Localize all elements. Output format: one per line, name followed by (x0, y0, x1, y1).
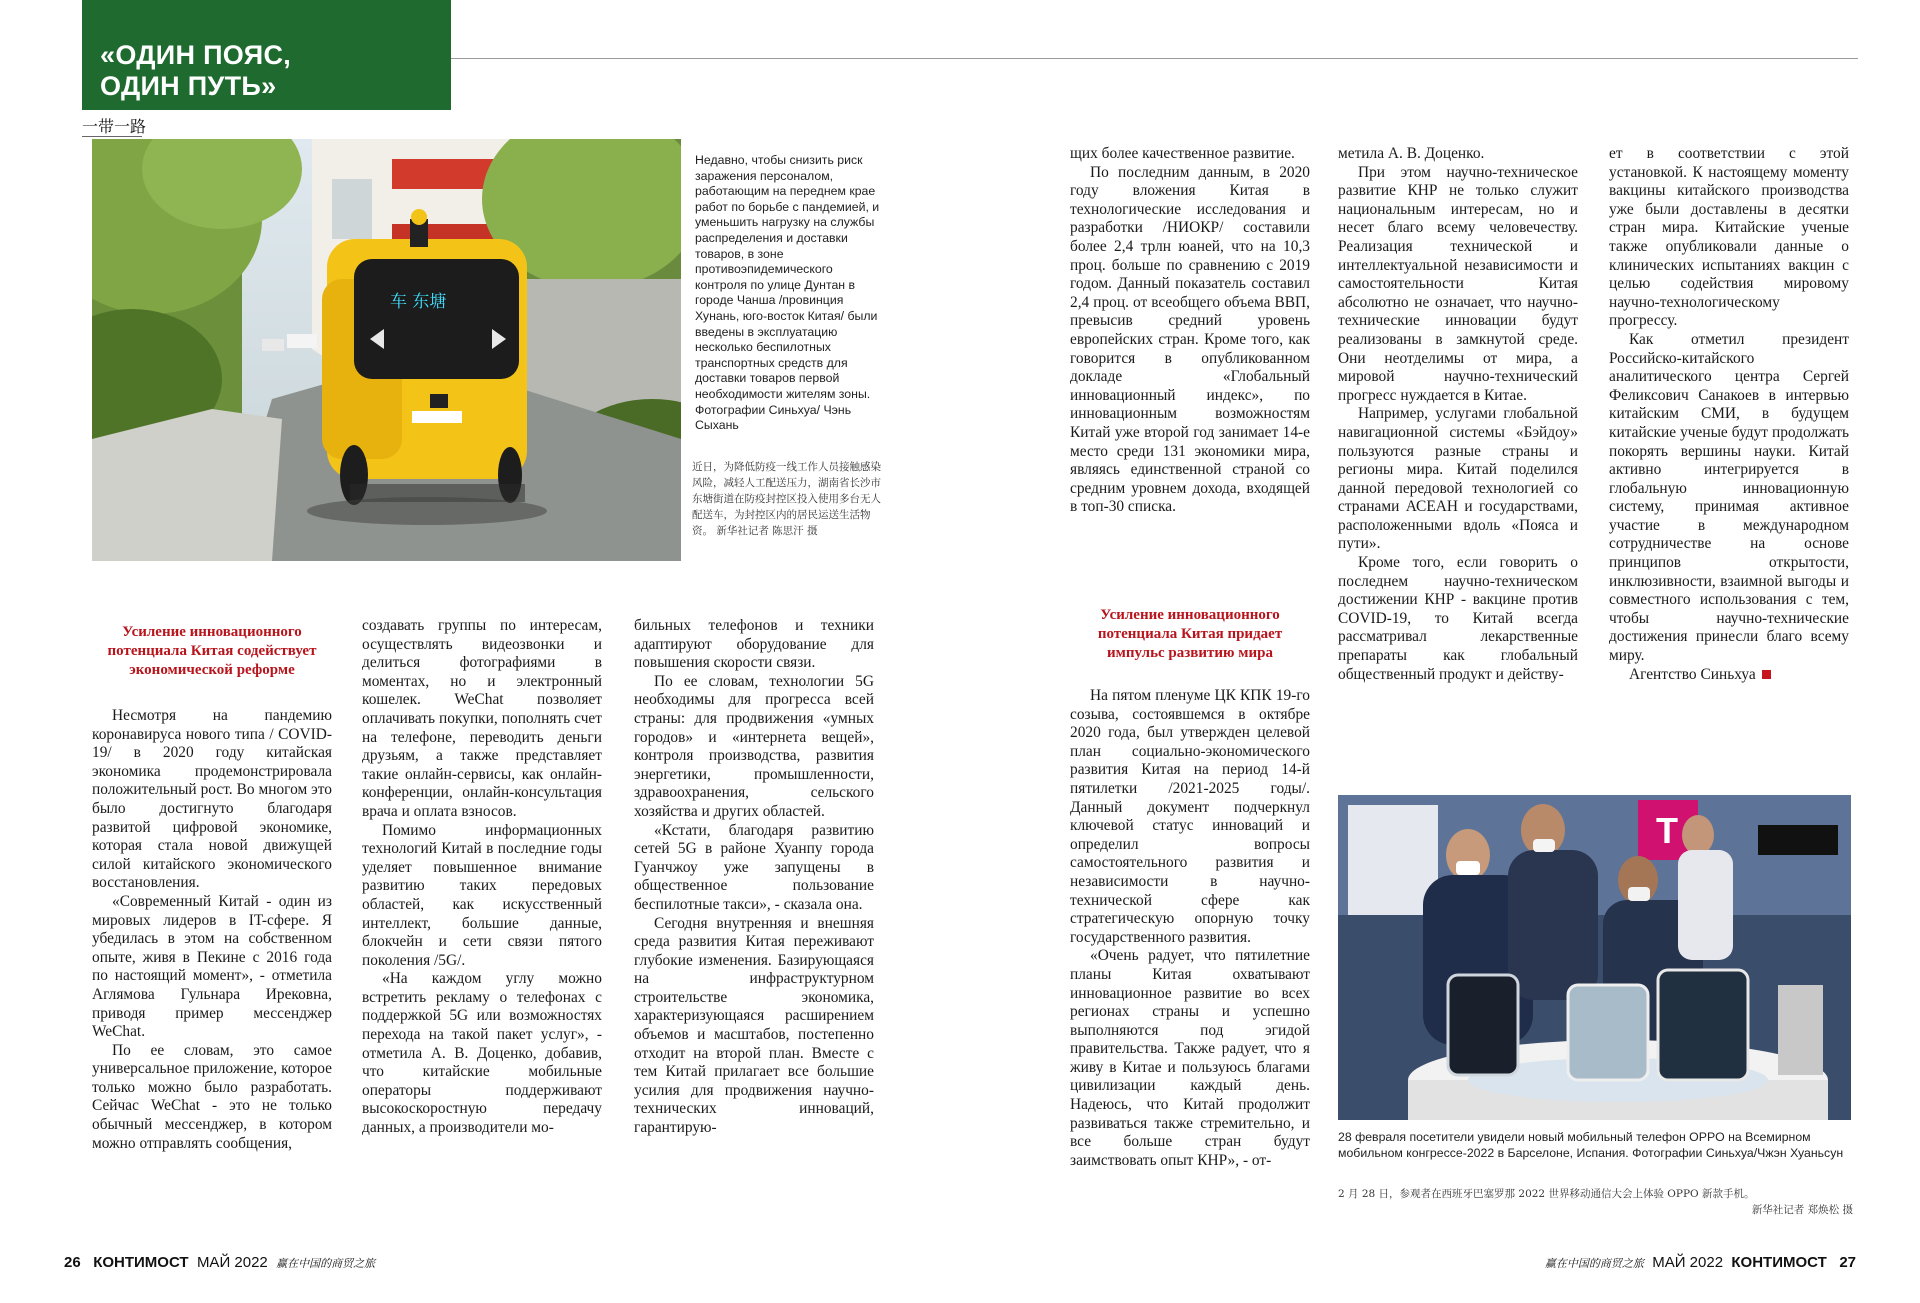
page-number-left: 26 (64, 1254, 81, 1271)
mobile-congress-photo (1338, 795, 1851, 1120)
magazine-brand-right: КОНТИМОСТ (1731, 1254, 1827, 1271)
paragraph: По ее словам, это самое универсальное приложение, которое только можно было разработать. Сейчас WeChat - это не только обычный мессенджер, в котором можно отправлять сообщения, (92, 1041, 332, 1152)
photo2-caption-cn-credit: 新华社记者 郑焕松 摄 (1751, 1204, 1853, 1216)
article-column-4-lower (1070, 687, 1310, 1170)
paragraph: Например, услугами глобальной навигационной системы «Бэйдоу» пользуются разные страны и регионы мира. Китай поделился данной передовой технологией со странами АСЕАН и государствами, расположенными вдоль «Пояса и пути». (1338, 405, 1578, 553)
paragraph: Несмотря на пандемию коронавируса нового типа / COVID-19/ в 2020 году китайская экономика продемонстрировала положительный рост. Во многом это было достигнуто благодаря развитой цифровой экономике, которая стала новой движущей силой китайского экономического восстановления. (92, 707, 332, 892)
photo2-caption-ru: 28 февраля посетители увидели новый мобильный телефон OPPO на Всемирном мобильном конгрессе-2022 в Барселоне, Испания. Фотографии Синьхуа/Чжэн Хуаньсун (1338, 1130, 1844, 1160)
signature-line (1609, 666, 1849, 685)
svg-text:车 东塘: 车 东塘 (390, 292, 447, 312)
article-column-5 (1338, 145, 1578, 684)
subhead-world-development: Усиление инновационного потенциала Китая придает импульс развитию мира (1097, 607, 1283, 661)
paragraph: бильных телефонов и техники адаптируют оборудование для повышения скорости связи. (634, 617, 874, 672)
paragraph: По ее словам, технологии 5G необходимы для прогресса всей страны: для продвижения «умных городов» и «интернета вещей», контроля производства, развития энергетики, промышленности, здравоохранения, сельского хозяйства и других областей. (634, 672, 874, 820)
paragraph: «Очень радует, что пятилетние планы Китая охватывают инновационное развитие во всех регионах страны и успешно выполняются под эгидой правительства. Также радует, что я живу в Китае и пользуюсь благами цивилизации каждый день. Надеюсь, что Китай продолжит развиваться также стремительно, и все больше стран будут заимствовать опыт КНР», - от- (1070, 947, 1310, 1169)
article-column-4 (1070, 145, 1310, 517)
paragraph: Помимо информационных технологий Китай в последние годы уделяет повышенное внимание развитию таких передовых областей, как искусственный интеллект, большие данные, блокчейн и сети связи пятого поколения /5G/. (362, 821, 602, 969)
photo1-caption-ru: Недавно, чтобы снизить риск заражения персоналом, работающим на переднем крае работ по борьбе с пандемией, и уменьшить нагрузку на службы распределения и доставки товаров, в зоне противоэпидемического контроля по улице Дунтан в городе Чанша /провинция Хунань, юго-восток Китая/ были введены в эксплуатацию несколько беспилотных транспортных средств для доставки товаров первой необходимости жителям зоны. Фотографии Синьхуа/ Чэнь Сыхань (695, 153, 880, 433)
paragraph: щих более качественное развитие. (1070, 145, 1295, 162)
article-signature: Агентство Синьхуа (1629, 665, 1756, 683)
article-column-1 (92, 707, 332, 1153)
article-column-2 (362, 617, 602, 1138)
article-column-6 (1609, 145, 1849, 684)
article-column-3 (634, 617, 874, 1138)
magazine-brand-left: КОНТИМОСТ (93, 1254, 189, 1271)
paragraph: Сегодня внутренняя и внешняя среда развития Китая переживают глубокие изменения. Базирующаяся на инфраструктурном строительстве экономика, характеризующаяся расширением объемов и масштабов, постепенно отходит на второй план. Вместе с тем Китай прилагает все большие усилия для продвижения научно-технических инноваций, гарантирую- (634, 914, 874, 1137)
paragraph: «Современный Китай - один из мировых лидеров в IT-сфере. Я убедилась в этом на собственном опыте, живя в Пекине с 2016 года по настоящий момент», - отметила Аглямова Гульнара Ирековна, приводя пример мессенджер WeChat. (92, 892, 332, 1041)
paragraph: По последним данным, в 2020 году вложения Китая в технологические исследования и разработки /НИОКР/ составили более 2,4 трлн юаней, что на 10,3 проц. больше по сравнению с 2019 годом. Данный показатель составил 2,4 проц. от всеобщего объема ВВП, превысив средний уровень европейских стран. Кроме того, как говорится в опубликованном докладе «Глобальный инновационный индекс», по инновационным возможностям Китай уже второй год занимает 14-е место среди 131 экономики мира, являясь единственной страной со средним уровнем дохода, входящей в топ-30 списка. (1070, 163, 1310, 516)
photo2-caption-cn-text: 2 月 28 日，参观者在西班牙巴塞罗那 2022 世界移动通信大会上体验 OPPO 新款手机。 (1338, 1188, 1755, 1200)
issue-date-right: МАЙ 2022 (1652, 1254, 1724, 1271)
page-number-right: 27 (1839, 1254, 1856, 1271)
header-rule (451, 58, 1858, 59)
paragraph: ет в соответствии с этой установкой. К настоящему моменту вакцины китайского производства уже были доставлены в десятки стран мира. Китайские ученые также опубликовали данные о клинических испытаниях вакцин с целью содействия мировому научно-технологическому прогрессу. (1609, 145, 1849, 330)
end-mark-icon (1762, 670, 1771, 679)
photo1-caption-cn: 近日，为降低防疫一线工作人员接触感染风险，减轻人工配送压力，湖南省长沙市东塘街道在防疫封控区投入使用多台无人配送车，为封控区内的居民运送生活物资。 新华社记者 陈思汗 摄 (692, 461, 881, 537)
slogan-cn-right: 赢在中国的商贸之旅 (1544, 1257, 1644, 1270)
paragraph: При этом научно-техническое развитие КНР не только служит национальным интересам, но и несет благо всему человечеству. Реализация технической и интеллектуальной независимости и самостоятельности Китая абсолютно не означает, что научно-технические инновации будут реализованы в замкнутой среде. Они неотделимы от мира, а мировой научно-технический прогресс нуждается в Китае. (1338, 163, 1578, 404)
paragraph: На пятом пленуме ЦК КПК 19-го созыва, состоявшемся в октябре 2020 года, был утвержден целевой план социально-экономического развития Китая на период 14-й пятилетки /2021-2025 годы/. Данный документ подчеркнул ключевой статус инноваций и определил вопросы самостоятельного развития и независимости в научно-технической сфере как стратегическую опорную точку государственного развития. (1070, 687, 1310, 946)
issue-date-left: МАЙ 2022 (196, 1254, 268, 1271)
svg-text:T: T (1656, 810, 1678, 851)
subtitle-underline (82, 136, 142, 137)
paragraph: «Кстати, благодаря развитию сетей 5G в районе Хуанпу города Гуанчжоу уже запущены в общественное пользование беспилотные такси», - сказала она. (634, 821, 874, 913)
section-subtitle-cn: 一带一路 (82, 117, 147, 136)
paragraph: Кроме того, если говорить о последнем научно-техническом достижении КНР - вакцине против COVID-19, то Китай всегда рассматривал лекарственные препараты как глобальный общественный продукт и действу- (1338, 554, 1578, 683)
paragraph: метила А. В. Доценко. (1338, 145, 1485, 162)
footer-left (64, 1254, 375, 1271)
delivery-vehicle-photo (92, 139, 681, 561)
subhead-economic-reform: Усиление инновационного потенциала Китая содействует экономической реформе (107, 624, 317, 678)
section-title: «ОДИН ПОЯС, ОДИН ПУТЬ» (100, 40, 292, 101)
paragraph: создавать группы по интересам, осуществлять видеозвонки и делиться фотографиями в моментах, но и электронный кошелек. WeChat позволяет оплачивать покупки, пополнять счет на телефоне, переводить деньги друзьям, а также представляет такие онлайн-сервисы, как онлайн-конференции, онлайн-консультация врача и оплата взносов. (362, 617, 602, 820)
paragraph: «На каждом углу можно встретить рекламу о телефонах с поддержкой 5G или возможностях перехода на такой пакет услуг», - отметила А. В. Доценко, добавив, что китайские мобильные операторы поддерживают высокоскоростную передачу данных, а производители мо- (362, 970, 602, 1137)
paragraph: Как отметил президент Российско-китайского аналитического центра Сергей Феликсович Санакоев в интервью китайским СМИ, в будущем китайские ученые будут продолжать покорять вершины науки. Китай активно интегрируется в глобальную инновационную систему, принимая активное участие в международном сотрудничестве на основе принципов открытости, инклюзивности, взаимной выгоды и совместного использования с тем, чтобы научно-технические достижения принесли благо всему миру. (1609, 330, 1849, 665)
photo2-caption-cn (1338, 1186, 1853, 1218)
slogan-cn-left: 赢在中国的商贸之旅 (276, 1257, 376, 1270)
footer-right (1545, 1254, 1856, 1271)
